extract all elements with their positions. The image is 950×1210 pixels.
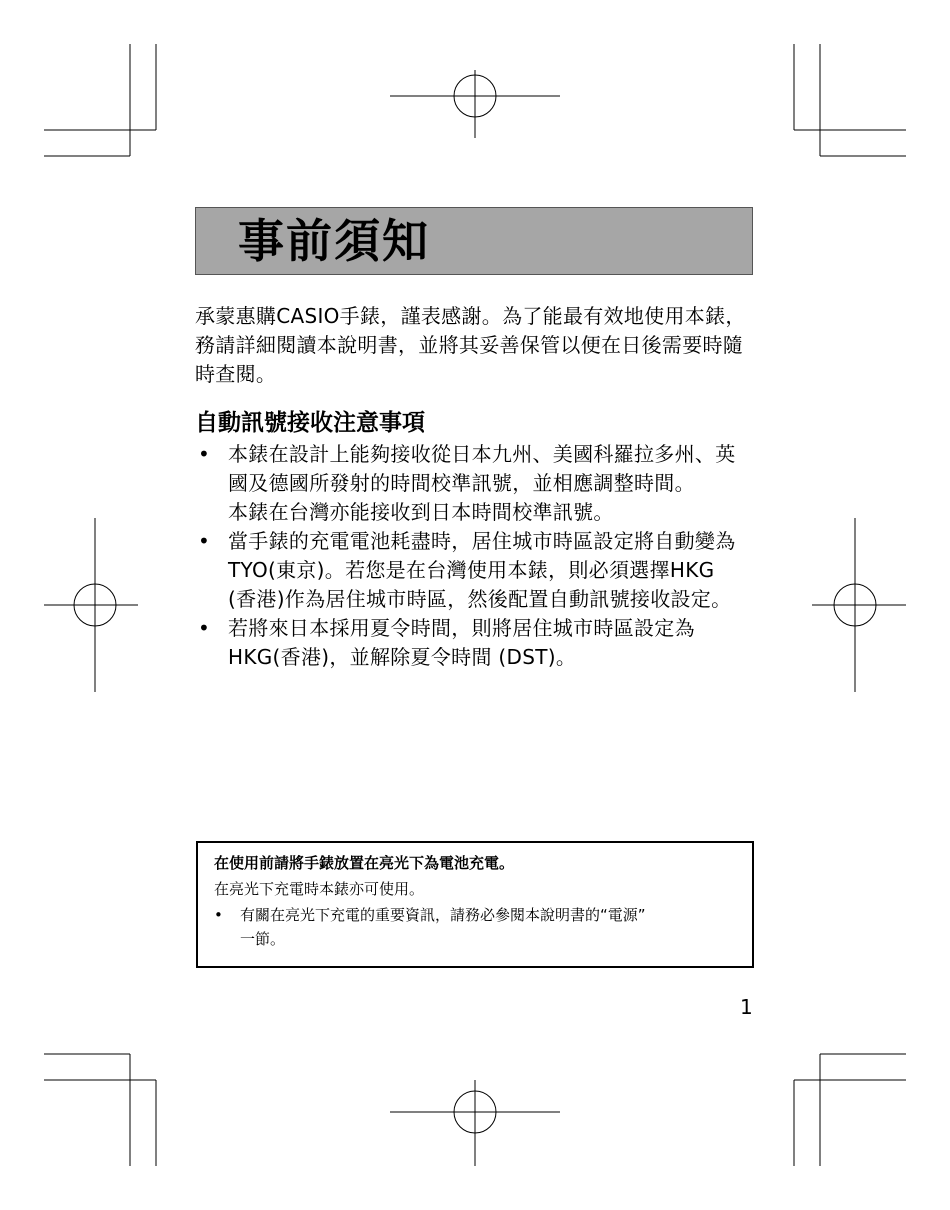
section-heading: 自動訊號接收注意事項: [195, 410, 425, 436]
list-item: [195, 527, 760, 614]
notice-text: 在亮光下充電時本錶亦可使用。: [214, 880, 425, 898]
list-item-line: (香港)作為居住城市時區，然後配置自動訊號接收設定。: [228, 587, 732, 611]
title-bar: [195, 207, 753, 275]
notice-heading: 在使用前請將手錶放置在亮光下為電池充電。: [214, 854, 515, 872]
notice-bullet-line: 一節。: [240, 930, 286, 948]
list-item-line: 當手錶的充電電池耗盡時，居住城市時區設定將自動變為: [228, 529, 736, 553]
list-item: [195, 614, 760, 672]
list-item-line: HKG(香港)，並解除夏令時間 (DST)。: [228, 645, 577, 669]
notes-list: [195, 440, 760, 672]
intro-paragraph: 承蒙惠購CASIO手錶，謹表感謝。為了能最有效地使用本錶，務請詳細閱讀本說明書，並將其妥善保管以便在日後需要時隨時查閱。: [195, 304, 746, 386]
notice-bullet: [214, 903, 736, 951]
list-item-line: TYO(東京)。若您是在台灣使用本錶，則必須選擇HKG: [228, 558, 715, 582]
notice-box: [196, 841, 754, 968]
bullet-marker: •: [198, 529, 211, 553]
notice-bullet-line: 有關在亮光下充電的重要資訊，請務必參閱本說明書的“電源”: [240, 906, 646, 924]
list-item: [195, 440, 760, 527]
list-item-line: 本錶在台灣亦能接收到日本時間校準訊號。: [228, 500, 614, 524]
list-item-line: 本錶在設計上能夠接收從日本九州、美國科羅拉多州、英: [228, 442, 736, 466]
page-title: 事前須知: [238, 214, 430, 268]
page-number: 1: [740, 995, 753, 1019]
bullet-marker: •: [198, 442, 211, 466]
list-item-line: 國及德國所發射的時間校準訊號，並相應調整時間。: [228, 471, 695, 495]
list-item-line: 若將來日本採用夏令時間，則將居住城市時區設定為: [228, 616, 695, 640]
bullet-marker: •: [198, 616, 211, 640]
bullet-marker: •: [214, 906, 223, 924]
